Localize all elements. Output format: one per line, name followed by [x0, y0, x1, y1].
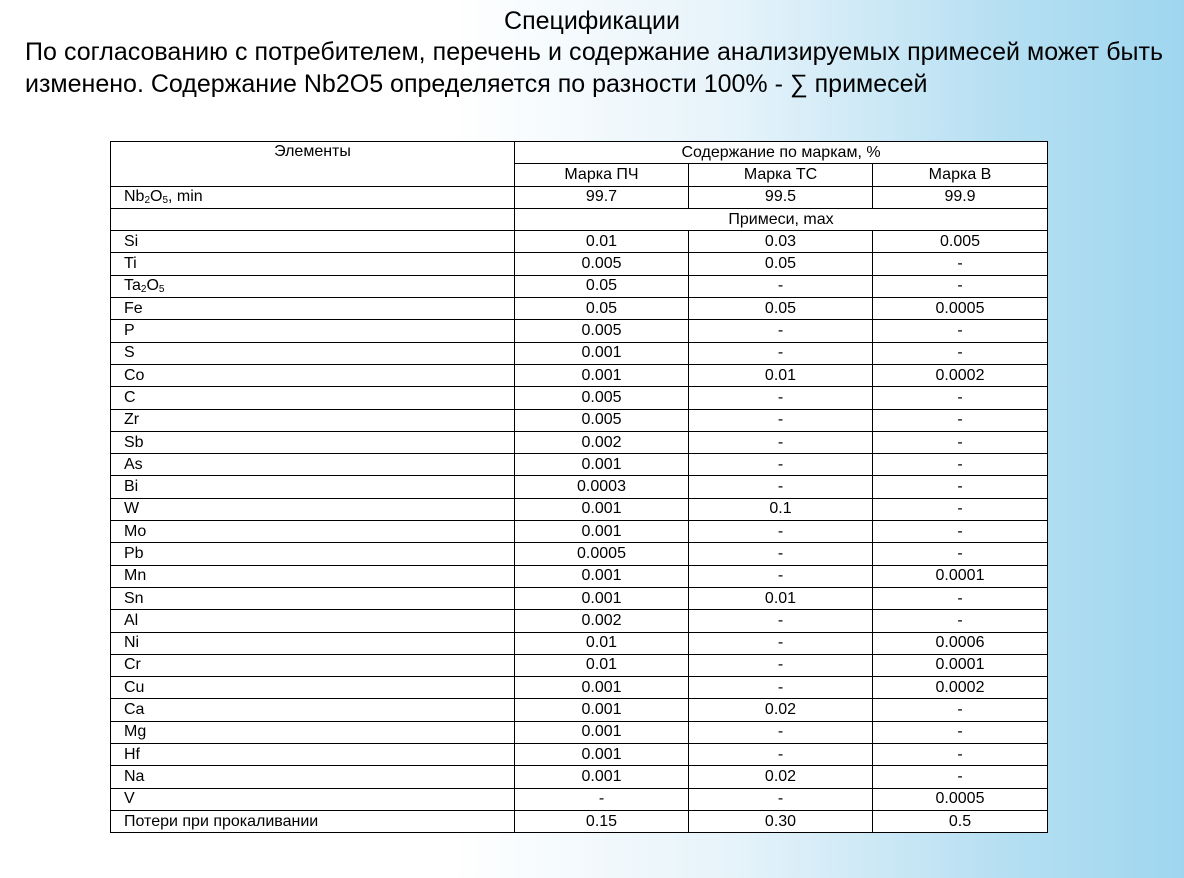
value-cell: -: [689, 275, 873, 297]
element-label: Hf: [111, 744, 515, 766]
table-row: [111, 431, 1048, 453]
element-label: Mg: [111, 721, 515, 743]
table-row: [111, 543, 1048, 565]
table-row: [111, 476, 1048, 498]
value-cell: 0.1: [689, 498, 873, 520]
table-row: [111, 275, 1048, 297]
element-label: Na: [111, 766, 515, 788]
table-row: [111, 364, 1048, 386]
value-cell: 0.001: [515, 677, 689, 699]
value-cell: 0.5: [873, 810, 1048, 832]
value-cell: 0.005: [873, 231, 1048, 253]
value-cell: 0.001: [515, 364, 689, 386]
main-value-v: 99.9: [873, 186, 1048, 208]
value-cell: 0.001: [515, 587, 689, 609]
value-cell: 0.001: [515, 454, 689, 476]
table-row: [111, 342, 1048, 364]
value-cell: -: [873, 275, 1048, 297]
value-cell: -: [689, 543, 873, 565]
element-label: Si: [111, 231, 515, 253]
specification-table: [110, 141, 1048, 833]
value-cell: -: [689, 431, 873, 453]
table-row: [111, 610, 1048, 632]
value-cell: -: [873, 721, 1048, 743]
main-value-ts: 99.5: [689, 186, 873, 208]
value-cell: -: [689, 565, 873, 587]
table-row: [111, 721, 1048, 743]
element-label: Ni: [111, 632, 515, 654]
value-cell: 0.0001: [873, 565, 1048, 587]
table-row: [111, 454, 1048, 476]
value-cell: 0.005: [515, 253, 689, 275]
value-cell: 0.15: [515, 810, 689, 832]
table-row: [111, 320, 1048, 342]
element-label: Pb: [111, 543, 515, 565]
element-label: Потери при прокаливании: [111, 810, 515, 832]
value-cell: 0.001: [515, 744, 689, 766]
element-label: Cu: [111, 677, 515, 699]
table-row: [111, 654, 1048, 676]
value-cell: 0.002: [515, 431, 689, 453]
table-row: [111, 521, 1048, 543]
value-cell: -: [689, 677, 873, 699]
value-cell: 0.03: [689, 231, 873, 253]
value-cell: -: [689, 788, 873, 810]
value-cell: 0.001: [515, 699, 689, 721]
value-cell: 0.01: [515, 231, 689, 253]
table-row: [111, 231, 1048, 253]
value-cell: -: [689, 320, 873, 342]
value-cell: -: [873, 699, 1048, 721]
table-row: [111, 766, 1048, 788]
value-cell: -: [873, 387, 1048, 409]
element-label: Cr: [111, 654, 515, 676]
element-label: Sn: [111, 587, 515, 609]
value-cell: 0.05: [689, 298, 873, 320]
value-cell: 0.0002: [873, 677, 1048, 699]
value-cell: 0.01: [515, 654, 689, 676]
value-cell: -: [873, 498, 1048, 520]
value-cell: -: [689, 721, 873, 743]
table-row: [111, 744, 1048, 766]
value-cell: -: [873, 320, 1048, 342]
table-row: [111, 587, 1048, 609]
grade-header-pch: Марка ПЧ: [515, 164, 689, 186]
element-label: Al: [111, 610, 515, 632]
value-cell: 0.005: [515, 387, 689, 409]
element-label: C: [111, 387, 515, 409]
value-cell: 0.0005: [873, 788, 1048, 810]
value-cell: 0.01: [689, 587, 873, 609]
value-cell: -: [515, 788, 689, 810]
value-cell: -: [873, 476, 1048, 498]
table-row: [111, 565, 1048, 587]
value-cell: 0.0005: [515, 543, 689, 565]
intro-paragraph: По согласованию с потребителем, перечень и содержание анализируемых примесей может быть изменено. Содержание Nb2O5 определяется по разности 100% - ∑ примесей: [25, 38, 1163, 98]
table-row: [111, 632, 1048, 654]
element-label: As: [111, 454, 515, 476]
value-cell: -: [873, 744, 1048, 766]
table-row: [111, 409, 1048, 431]
value-cell: 0.0001: [873, 654, 1048, 676]
value-cell: 0.001: [515, 766, 689, 788]
element-label: P: [111, 320, 515, 342]
value-cell: -: [689, 342, 873, 364]
element-label: Fe: [111, 298, 515, 320]
value-cell: 0.0005: [873, 298, 1048, 320]
element-label: Sb: [111, 431, 515, 453]
value-cell: -: [689, 476, 873, 498]
value-cell: -: [689, 454, 873, 476]
value-cell: -: [873, 521, 1048, 543]
value-cell: -: [689, 610, 873, 632]
value-cell: 0.002: [515, 610, 689, 632]
grade-header-ts: Марка ТС: [689, 164, 873, 186]
value-cell: -: [873, 610, 1048, 632]
table-row: [111, 387, 1048, 409]
value-cell: 0.001: [515, 498, 689, 520]
value-cell: 0.05: [515, 275, 689, 297]
impurities-label: Примеси, max: [515, 208, 1048, 230]
value-cell: -: [873, 431, 1048, 453]
value-cell: -: [689, 654, 873, 676]
value-cell: -: [689, 521, 873, 543]
value-cell: -: [873, 409, 1048, 431]
header-elements: Элементы: [111, 142, 515, 187]
value-cell: -: [873, 342, 1048, 364]
value-cell: 0.30: [689, 810, 873, 832]
header-row: [111, 142, 1048, 164]
value-cell: 0.005: [515, 320, 689, 342]
element-label: W: [111, 498, 515, 520]
value-cell: 0.02: [689, 699, 873, 721]
element-label: Mn: [111, 565, 515, 587]
table-row: [111, 677, 1048, 699]
element-label: Ti: [111, 253, 515, 275]
value-cell: 0.05: [689, 253, 873, 275]
empty-cell: [111, 208, 515, 230]
value-cell: 0.0006: [873, 632, 1048, 654]
page-title: Спецификации: [504, 7, 680, 35]
element-label: Mo: [111, 521, 515, 543]
value-cell: -: [873, 543, 1048, 565]
value-cell: 0.05: [515, 298, 689, 320]
impurities-label-row: [111, 208, 1048, 230]
element-label: Zr: [111, 409, 515, 431]
main-component-label: $Nb_2O_5$, min: [111, 186, 515, 208]
table-row: [111, 699, 1048, 721]
value-cell: -: [873, 454, 1048, 476]
value-cell: 0.005: [515, 409, 689, 431]
main-value-pch: 99.7: [515, 186, 689, 208]
element-label: Co: [111, 364, 515, 386]
value-cell: 0.02: [689, 766, 873, 788]
header-content: Содержание по маркам, %: [515, 142, 1048, 164]
table-row: [111, 498, 1048, 520]
table-row: [111, 810, 1048, 832]
element-label: S: [111, 342, 515, 364]
element-label: Bi: [111, 476, 515, 498]
value-cell: 0.01: [689, 364, 873, 386]
value-cell: 0.001: [515, 565, 689, 587]
table-row: [111, 788, 1048, 810]
table-row: [111, 253, 1048, 275]
table-row: [111, 298, 1048, 320]
value-cell: -: [873, 587, 1048, 609]
element-label: V: [111, 788, 515, 810]
value-cell: 0.0003: [515, 476, 689, 498]
value-cell: -: [689, 744, 873, 766]
value-cell: -: [873, 253, 1048, 275]
element-label: Ca: [111, 699, 515, 721]
main-component-row: [111, 186, 1048, 208]
value-cell: 0.0002: [873, 364, 1048, 386]
value-cell: 0.001: [515, 342, 689, 364]
value-cell: -: [689, 409, 873, 431]
value-cell: 0.001: [515, 721, 689, 743]
grade-header-v: Марка В: [873, 164, 1048, 186]
value-cell: -: [689, 387, 873, 409]
element-label: $Ta_2O_5$: [111, 275, 515, 297]
value-cell: -: [873, 766, 1048, 788]
value-cell: -: [689, 632, 873, 654]
value-cell: 0.001: [515, 521, 689, 543]
value-cell: 0.01: [515, 632, 689, 654]
